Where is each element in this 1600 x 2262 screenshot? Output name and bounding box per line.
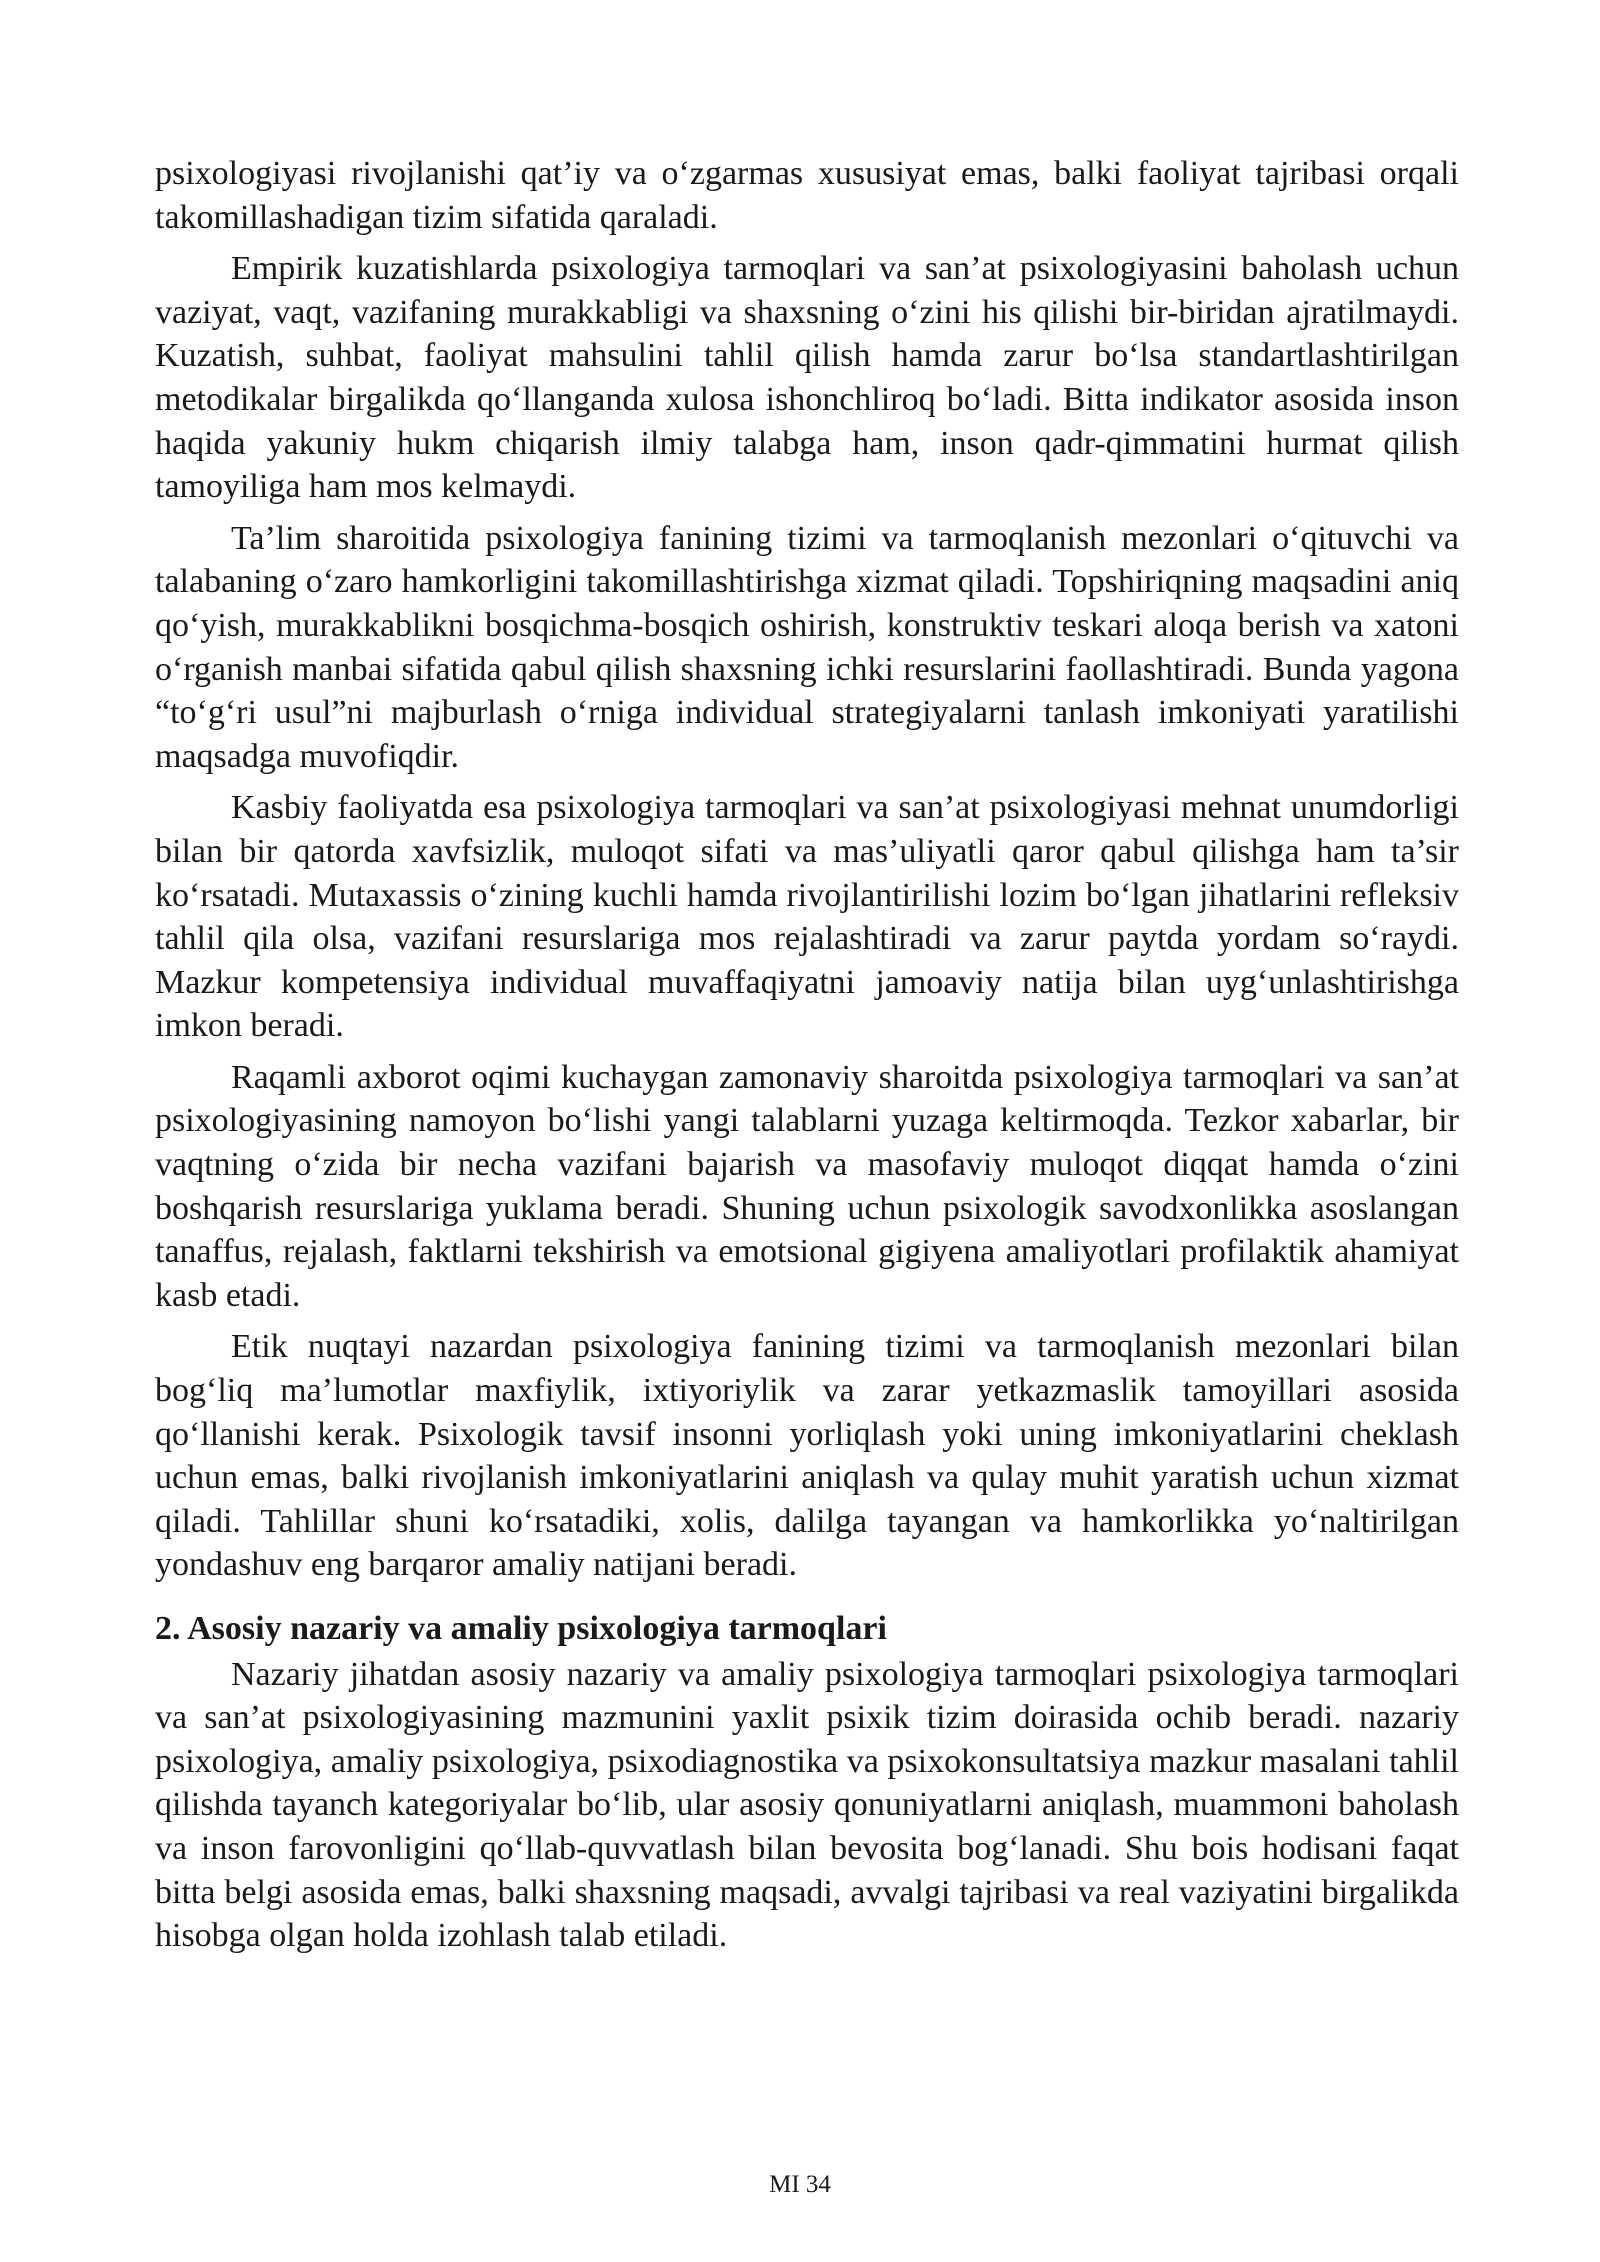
- paragraph-empirical-observation: Empirik kuzatishlarda psixologiya tarmoqlari va san’at psixologiyasini baholash uchun vaziyat, vaqt, vazifaning murakkabligi va shaxsning o‘zini his qilishi bir-biridan ajratilmaydi. Kuzatish, suhbat, faoliyat mahsulini tahlil qilish hamda zarur bo‘lsa standartlashtirilgan metodikalar birgalikda qo‘llanganda xulosa ishonchliroq bo‘ladi. Bitta indikator asosida inson haqida yakuniy hukm chiqarish ilmiy talabga ham, inson qadr-qimmatini hurmat qilish tamoyiliga ham mos kelmaydi.: [155, 250, 1459, 506]
- paragraph-professional-activity: Kasbiy faoliyatda esa psixologiya tarmoqlari va san’at psixologiyasi mehnat unumdorligi bilan bir qatorda xavfsizlik, muloqot sifati va mas’uliyatli qaror qabul qilishga ham ta’sir ko‘rsatadi. Mutaxassis o‘zining kuchli hamda rivojlantirilishi lozim bo‘lgan jihatlarini refleksiv tahlil qila olsa, vazifani resurslariga mos rejalashtiradi va zarur paytda yordam so‘raydi. Mazkur kompetensiya individual muvaffaqiyatni jamoaviy natija bilan uyg‘unlashtirishga imkon beradi.: [155, 789, 1459, 1045]
- paragraph-digital-information: Raqamli axborot oqimi kuchaygan zamonaviy sharoitda psixologiya tarmoqlari va san’at psixologiyasining namoyon bo‘lishi yangi talablarni yuzaga keltirmoqda. Tezkor xabarlar, bir vaqtning o‘zida bir necha vazifani bajarish va masofaviy muloqot diqqat hamda o‘zini boshqarish resurslariga yuklama beradi. Shuning uchun psixologik savodxonlikka asoslangan tanaffus, rejalash, faktlarni tekshirish va emotsional gigiyena amaliyotlari profilaktik ahamiyat kasb etadi.: [155, 1058, 1459, 1314]
- paragraph-education: Ta’lim sharoitida psixologiya fanining tizimi va tarmoqlanish mezonlari o‘qituvchi va talabaning o‘zaro hamkorligini takomillashtirishga xizmat qiladi. Topshiriqning maqsadini aniq qo‘yish, murakkablikni bosqichma-bosqich oshirish, konstruktiv teskari aloqa berish va xatoni o‘rganish manbai sifatida qabul qilish shaxsning ichki resurslarini faollashtiradi. Bunda yagona “to‘g‘ri usul”ni majburlash o‘rniga individual strategiyalarni tanlash imkoniyati yaratilishi maqsadga muvofiqdir.: [155, 519, 1459, 775]
- paragraph-theoretical: Nazariy jihatdan asosiy nazariy va amaliy psixologiya tarmoqlari psixologiya tarmoqlari va san’at psixologiyasining mazmunini yaxlit psixik tizim doirasida ochib beradi. nazariy psixologiya, amaliy psixologiya, psixodiagnostika va psixokonsultatsiya mazkur masalani tahlil qilishda tayanch kategoriyalar bo‘lib, ular asosiy qonuniyatlarni aniqlash, muammoni baholash va inson farovonligini qo‘llab-quvvatlash bilan bevosita bog‘lanadi. Shu bois hodisani faqat bitta belgi asosida emas, balki shaxsning maqsadi, avvalgi tajribasi va real vaziyatini birgalikda hisobga olgan holda izohlash talab etiladi.: [155, 1655, 1459, 1955]
- document-page: [155, 152, 1459, 1966]
- paragraph-continuation: psixologiyasi rivojlanishi qat’iy va o‘zgarmas xususiyat emas, balki faoliyat tajribasi orqali takomillashadigan tizim sifatida qaraladi.: [155, 155, 1459, 236]
- section-heading: 2. Asosiy nazariy va amaliy psixologiya tarmoqlari: [155, 1610, 887, 1647]
- page-number: MI 34: [769, 2171, 831, 2198]
- paragraph-ethics: Etik nuqtayi nazardan psixologiya fanining tizimi va tarmoqlanish mezonlari bilan bog‘liq ma’lumotlar maxfiylik, ixtiyoriylik va zarar yetkazmaslik tamoyillari asosida qo‘llanishi kerak. Psixologik tavsif insonni yorliqlash yoki uning imkoniyatlarini cheklash uchun emas, balki rivojlanish imkoniyatlarini aniqlash va qulay muhit yaratish uchun xizmat qiladi. Tahlillar shuni ko‘rsatadiki, xolis, dalilga tayangan va hamkorlikka yo‘naltirilgan yondashuv eng barqaror amaliy natijani beradi.: [155, 1328, 1459, 1584]
